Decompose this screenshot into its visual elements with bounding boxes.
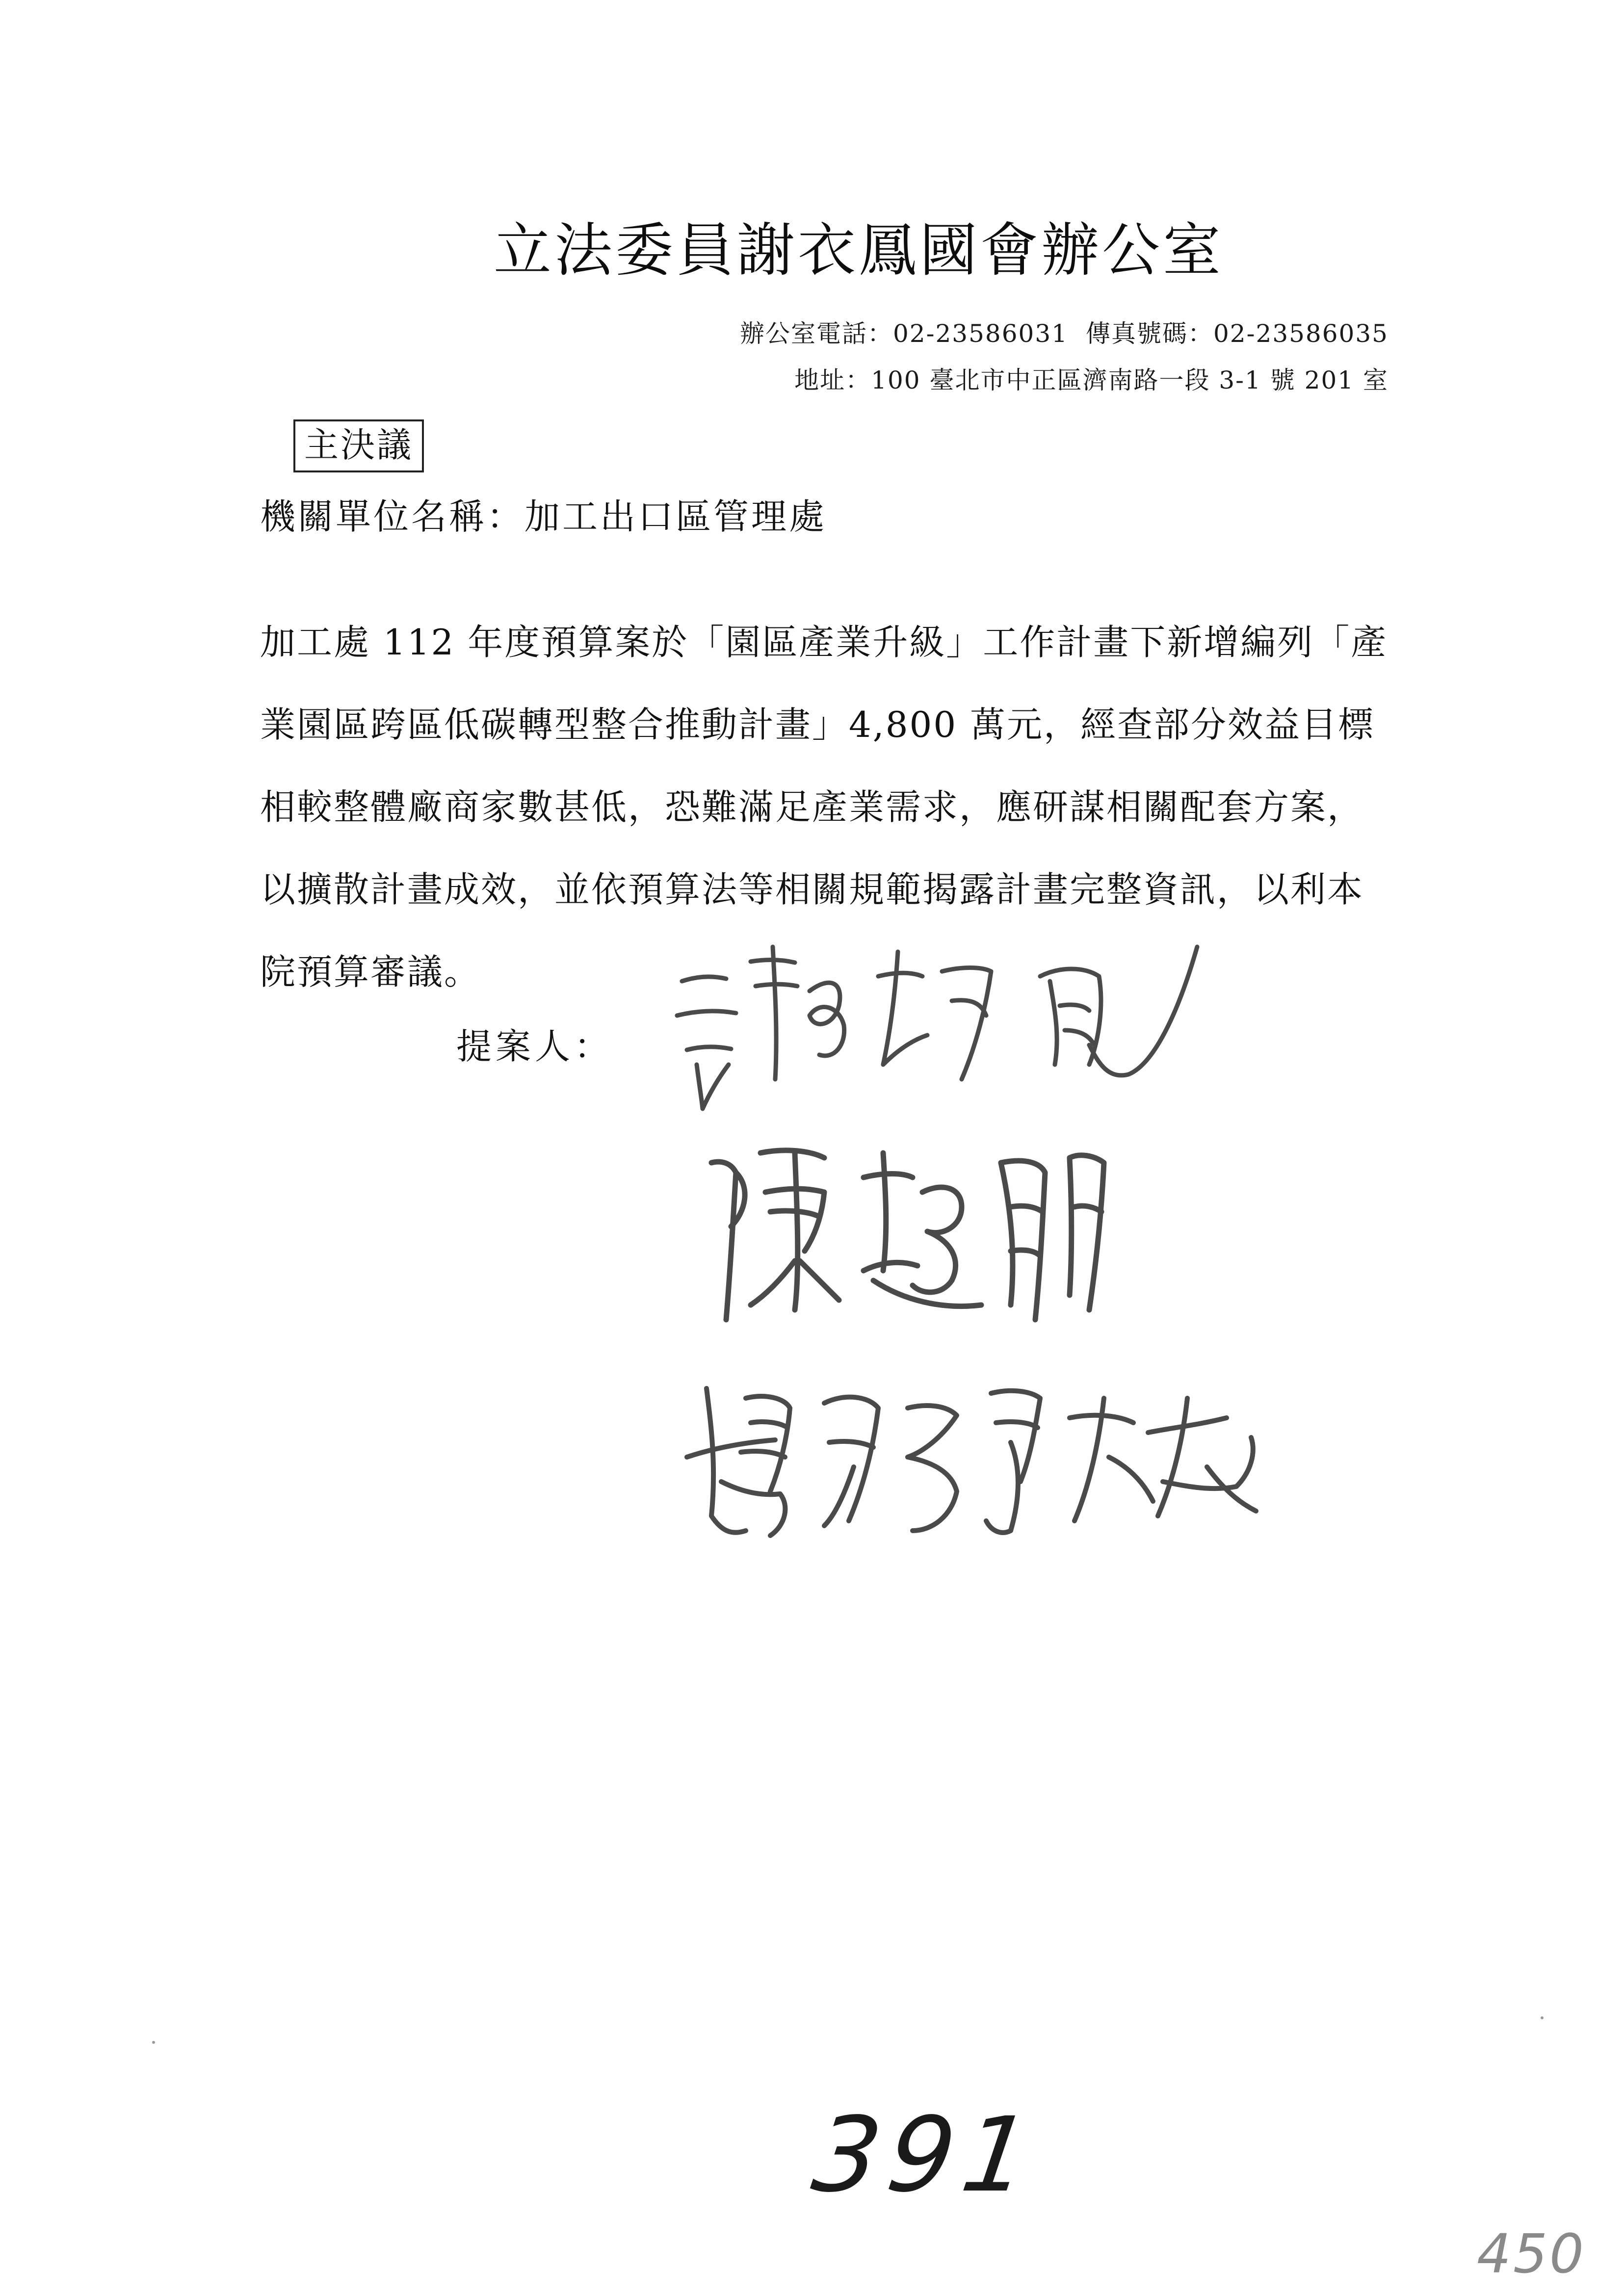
office-phone: 辦公室電話：02-23586031 [739, 319, 1068, 348]
body-line: 相較整體廠商家數甚低，恐難滿足產業需求，應研謀相關配套方案， [260, 786, 1364, 828]
proposer-label: 提案人： [456, 1026, 614, 1067]
body-line: 院預算審議。 [260, 951, 481, 992]
contact-phone-fax [740, 314, 1388, 349]
scan-speck [152, 2041, 155, 2044]
body-line: 業園區跨區低碳轉型整合推動計畫」4,800 萬元，經查部分效益目標 [260, 704, 1375, 745]
agency-name: 機關單位名稱：加工出口區管理處 [260, 496, 827, 537]
handwritten-signature-icon [677, 1369, 1285, 1565]
page-number: 391 [806, 2095, 1047, 2215]
office-address: 地址：100 臺北市中正區濟南路一段 3-1 號 201 室 [794, 366, 1388, 394]
scan-speck [1541, 2016, 1544, 2019]
body-line: 加工處 112 年度預算案於「園區產業升級」工作計畫下新增編列「產 [260, 622, 1388, 663]
handwritten-signature-icon [667, 917, 1207, 1123]
corner-page-count: 450 [1477, 2222, 1586, 2285]
office-title: 立法委員謝衣鳳國會辦公室 [493, 216, 1224, 284]
fax-number: 傳真號碼：02-23586035 [1085, 319, 1388, 348]
handwritten-signature-icon [697, 1133, 1138, 1344]
body-line: 以擴散計畫成效，並依預算法等相關規範揭露計畫完整資訊，以利本 [260, 869, 1364, 910]
document-type-label: 主決議 [293, 419, 424, 472]
